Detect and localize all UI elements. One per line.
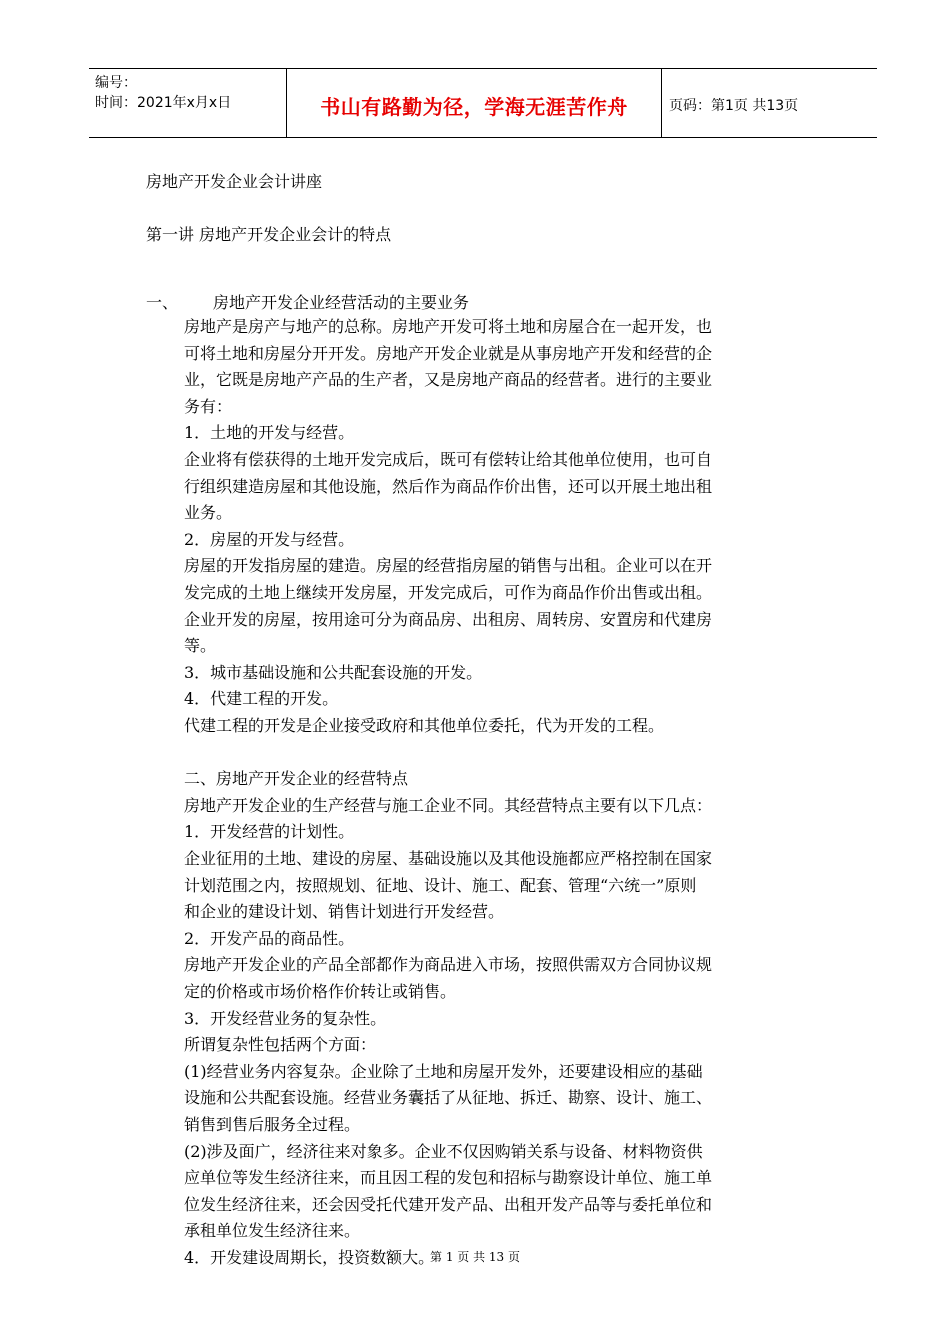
paragraph-line: 应单位等发生经济往来，而且因工程的发包和招标与勘察设计单位、施工单 (184, 1168, 713, 1187)
paragraph-line: (2)涉及面广，经济往来对象多。企业不仅因购销关系与设备、材料物资供 (184, 1142, 703, 1161)
paragraph-line: 位发生经济往来，还会因受托代建开发产品、出租开发产品等与委托单位和 (184, 1195, 713, 1214)
paragraph-line: 1．开发经营的计划性。 (184, 822, 355, 841)
paragraph-line: 代建工程的开发是企业接受政府和其他单位委托，代为开发的工程。 (184, 716, 665, 735)
paragraph-line: (1)经营业务内容复杂。企业除了土地和房屋开发外，还要建设相应的基础 (184, 1062, 703, 1081)
paragraph-line: 房地产开发企业的生产经营与施工企业不同。其经营特点主要有以下几点： (184, 796, 713, 815)
paragraph-line: 所谓复杂性包括两个方面： (184, 1035, 377, 1054)
paragraph-line: 4．代建工程的开发。 (184, 689, 339, 708)
paragraph-line: 务有： (184, 397, 233, 416)
paragraph-line: 等。 (184, 636, 217, 655)
paragraph-line: 可将土地和房屋分开开发。房地产开发企业就是从事房地产开发和经营的企 (184, 344, 713, 363)
header-motto-cell (286, 69, 662, 137)
paragraph-line: 2．开发产品的商品性。 (184, 929, 355, 948)
paragraph-line: 2．房屋的开发与经营。 (184, 530, 355, 549)
paragraph-line: 设施和公共配套设施。经营业务囊括了从征地、拆迁、勘察、设计、施工、 (184, 1088, 713, 1107)
page-footer: 第 1 页 共 13 页 (430, 1250, 520, 1264)
paragraph-line: 企业将有偿获得的土地开发完成后，既可有偿转让给其他单位使用，也可自 (184, 450, 713, 469)
paragraph-line: 企业开发的房屋，按用途可分为商品房、出租房、周转房、安置房和代建房 (184, 610, 713, 629)
paragraph-line: 房地产开发企业的产品全部都作为商品进入市场，按照供需双方合同协议规 (184, 955, 713, 974)
paragraph-line: 3．城市基础设施和公共配套设施的开发。 (184, 663, 483, 682)
header-meta (89, 69, 286, 137)
paragraph-line: 4．开发建设周期长，投资数额大。 (184, 1248, 435, 1267)
section-one-number: 一、 (146, 293, 179, 312)
section-one-title: 房地产开发企业经营活动的主要业务 (213, 293, 470, 312)
lecture-heading: 第一讲 房地产开发企业会计的特点 (146, 225, 392, 244)
paragraph-line: 房地产是房产与地产的总称。房地产开发可将土地和房屋合在一起开发，也 (184, 317, 713, 336)
paragraph-line: 3．开发经营业务的复杂性。 (184, 1009, 387, 1028)
page-number-info: 页码：第1页 共13页 (669, 98, 799, 114)
paragraph-line: 业，它既是房地产产品的生产者，又是房地产商品的经营者。进行的主要业 (184, 370, 713, 389)
paragraph-line: 企业征用的土地、建设的房屋、基础设施以及其他设施都应严格控制在国家 (184, 849, 713, 868)
page-header (89, 68, 877, 138)
paragraph-line: 行组织建造房屋和其他设施，然后作为商品作价出售，还可以开展土地出租 (184, 477, 713, 496)
paragraph-line: 房屋的开发指房屋的建造。房屋的经营指房屋的销售与出租。企业可以在开 (184, 556, 713, 575)
document-title: 房地产开发企业会计讲座 (146, 172, 323, 191)
paragraph-line: 定的价格或市场价格作价转让或销售。 (184, 982, 457, 1001)
paragraph-line: 计划范围之内，按照规划、征地、设计、施工、配套、管理“六统一”原则 (184, 876, 697, 895)
paragraph-line: 二、房地产开发企业的经营特点 (184, 769, 409, 788)
paragraph-line: 业务。 (184, 503, 233, 522)
document-time-label: 时间：2021年x月x日 (95, 95, 232, 111)
document-number-label: 编号： (95, 75, 137, 91)
header-page-cell (661, 69, 877, 137)
paragraph-line: 1．土地的开发与经营。 (184, 423, 355, 442)
paragraph-line: 承租单位发生经济往来。 (184, 1221, 361, 1240)
paragraph-line: 销售到售后服务全过程。 (184, 1115, 361, 1134)
paragraph-line: 发完成的土地上继续开发房屋，开发完成后，可作为商品作价出售或出租。 (184, 583, 713, 602)
motto-text: 书山有路勤为径，学海无涯苦作舟 (320, 95, 628, 119)
paragraph-line: 和企业的建设计划、销售计划进行开发经营。 (184, 902, 505, 921)
